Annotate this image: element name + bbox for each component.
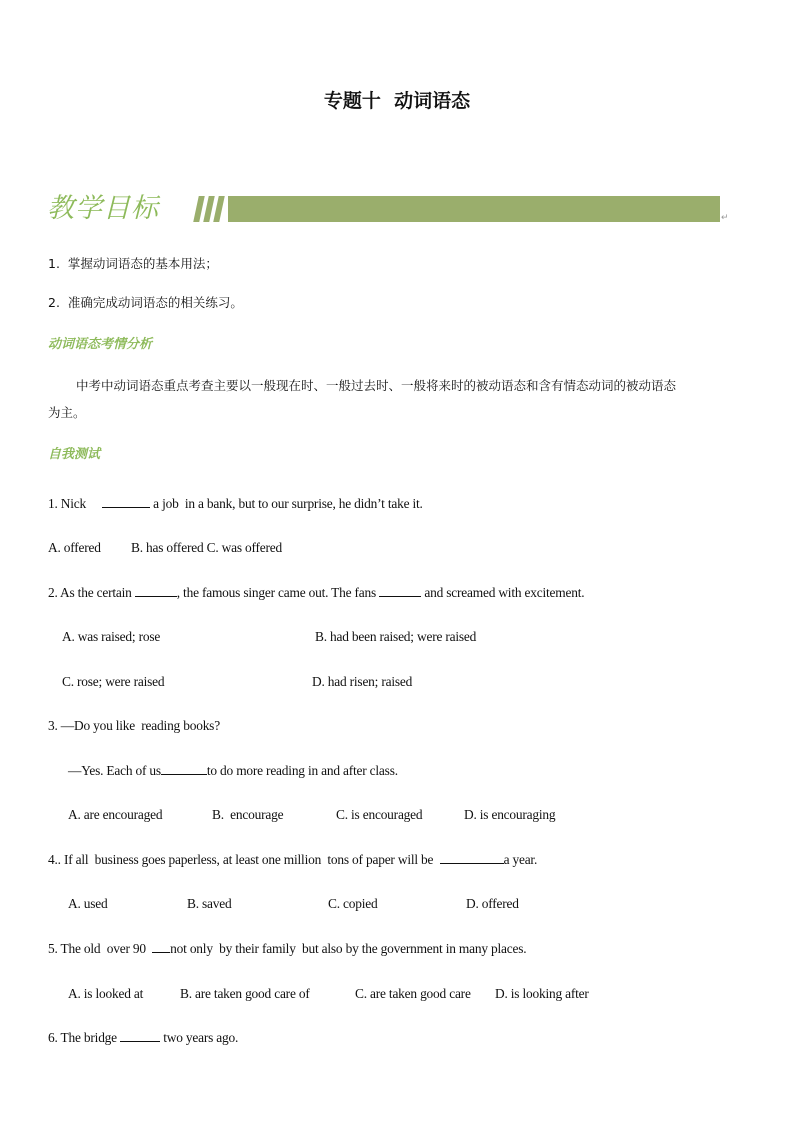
q4-option: D. offered — [466, 896, 519, 911]
page-title: 专题十 动词语态 — [323, 90, 471, 112]
q3-option: B. encourage — [212, 807, 284, 822]
question-3: 3. —Do you like reading books? — [48, 718, 220, 733]
q2-option: B. had been raised; were raised — [315, 629, 477, 644]
q4-option: B. saved — [187, 896, 232, 911]
paragraph-mark-icon: ↵ — [721, 212, 729, 222]
question-4: 4.. If all business goes paperless, at least one million tons of paper will be a year. — [48, 852, 538, 867]
analysis-text: 中考中动词语态重点考查主要以一般现在时、一般过去时、一般将来时的被动语态和含有情态动词的被动语态 — [76, 378, 677, 393]
self-test-heading: 自我测试 — [48, 447, 101, 462]
question-2: 2. As the certain , the famous singer came out. The fans and screamed with excitement. — [48, 585, 585, 600]
q3-option: C. is encouraged — [336, 807, 423, 822]
q3-option: D. is encouraging — [464, 807, 556, 822]
question-1: 1. Nick a job in a bank, but to our surprise, he didn’t take it. — [48, 496, 423, 511]
q2-option: A. was raised; rose — [62, 629, 161, 644]
analysis-text-cont: 为主。 — [48, 405, 86, 420]
header-stripe — [213, 196, 225, 222]
header-bar — [228, 196, 720, 222]
objective-1: 1. 掌握动词语态的基本用法； — [48, 256, 218, 271]
q1-option: B. has offered C. was offered — [131, 540, 282, 555]
q5-option: B. are taken good care of — [180, 986, 310, 1001]
q5-option: C. are taken good care — [355, 986, 471, 1001]
q5-option: D. is looking after — [495, 986, 589, 1001]
q4-option: C. copied — [328, 896, 378, 911]
question-6: 6. The bridge two years ago. — [48, 1030, 239, 1045]
q4-option: A. used — [68, 896, 108, 911]
section-header-teaching-goals: 教学目标 — [47, 193, 159, 224]
objective-2: 2. 准确完成动词语态的相关练习。 — [48, 295, 243, 310]
q5-option: A. is looked at — [68, 986, 144, 1001]
question-3-reply: —Yes. Each of us to do more reading in and after class. — [68, 763, 398, 778]
q2-option: C. rose; were raised — [62, 674, 165, 689]
analysis-heading: 动词语态考情分析 — [48, 337, 153, 352]
q3-option: A. are encouraged — [68, 807, 163, 822]
q1-option: A. offered — [48, 540, 101, 555]
q2-option: D. had risen; raised — [312, 674, 413, 689]
question-5: 5. The old over 90 not only by their family but also by the government in many places. — [48, 941, 527, 956]
